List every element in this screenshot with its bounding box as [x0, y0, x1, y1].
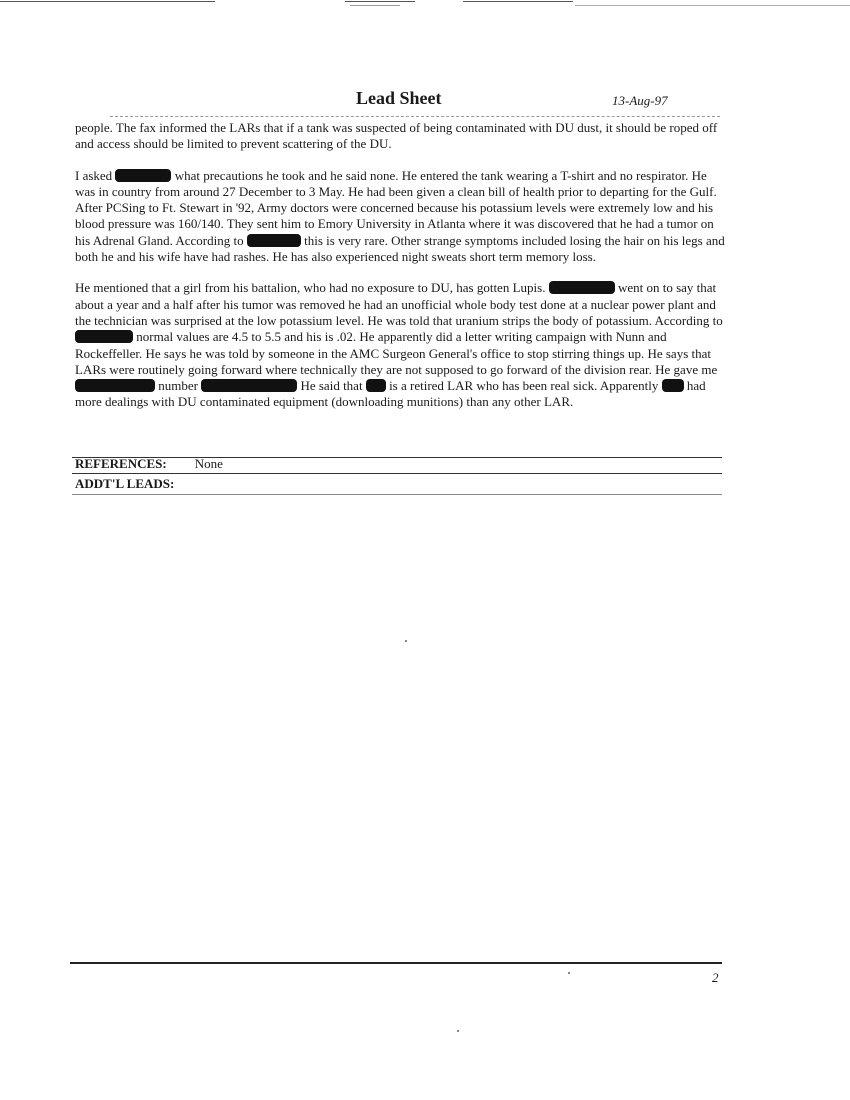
- document-body: [75, 120, 730, 426]
- paragraph-2: [75, 168, 730, 266]
- references-label: REFERENCES:: [75, 456, 167, 471]
- redaction-block: [201, 379, 297, 392]
- paragraph-text: is a retired LAR who has been real sick. Apparently: [389, 378, 659, 394]
- section-divider: [72, 473, 722, 474]
- redaction-block: [366, 379, 386, 392]
- addtl-leads-row: [75, 476, 174, 492]
- paragraph-text: what precautions he took and he said none. He entered the tank wearing a T-shirt and no respirator. He was in country from around 27 December to 3 May. He had been given a clean bill of health prior to departing for the Gulf. After PCSing to Ft. Stewart in '92, Army doctors were concerned because his potassium levels were extremely low and his blood pressure was 160/140. They sent him to Emory University in Atlanta where it was discovered that he had a tumor on his Adrenal Gland. According to: [75, 167, 717, 248]
- scan-artifact-line: [345, 1, 415, 2]
- paragraph-text: He mentioned that a girl from his battalion, who had no exposure to DU, has gotten Lupis.: [75, 280, 546, 296]
- paragraph-text: had more dealings with DU contaminated equipment (downloading munitions) than any other LAR.: [75, 378, 706, 410]
- scan-speck: [405, 640, 407, 642]
- page-number: 2: [712, 970, 719, 985]
- paragraph-text: this is very rare. Other strange symptoms included losing the hair on his legs and both he and his wife have had rashes. He has also experienced night sweats short term memory loss.: [75, 232, 725, 265]
- scan-speck: [457, 1030, 459, 1032]
- page-title: Lead Sheet: [356, 88, 442, 108]
- header-divider: [110, 116, 720, 117]
- redaction-block: [115, 169, 171, 182]
- addtl-leads-label: ADDT'L LEADS:: [75, 476, 175, 491]
- paragraph-1: people. The fax informed the LARs that if a tank was suspected of being contaminated with DU dust, it should be roped off and access should be limited to prevent scattering of the DU.: [75, 120, 718, 152]
- redaction-block: [662, 379, 684, 392]
- redaction-block: [75, 379, 155, 392]
- paragraph-3: [75, 280, 730, 410]
- document-date: 13-Aug-97: [612, 93, 668, 108]
- redaction-block: [549, 281, 615, 294]
- paragraph-text: He said that: [300, 378, 363, 394]
- paragraph-text: went on to say that about a year and a half after his tumor was removed he had an unofficial whole body test done at a nuclear power plant and the technician was surprised at the low potassium level. He was told that uranium strips the body of potassium. According to: [75, 280, 723, 328]
- paragraph-text: normal values are 4.5 to 5.5 and his is .02. He apparently did a letter writing campaign with Nunn and Rockeffeller. He says he was told by someone in the AMC Surgeon General's office to stop stirring things up. He says that LARs were routinely going forward where technically they are not supposed to go forward of the division rear. He gave me: [75, 329, 718, 377]
- scan-artifact-line: [350, 5, 400, 6]
- paragraph-text: number: [158, 378, 198, 394]
- scan-artifact-line: [0, 1, 215, 2]
- scan-artifact-line: [463, 1, 573, 2]
- scan-artifact-line: [575, 5, 850, 6]
- redaction-block: [75, 330, 133, 343]
- redaction-block: [247, 234, 301, 247]
- paragraph-text: I asked: [75, 167, 113, 183]
- references-row: [75, 456, 223, 472]
- scan-speck: [568, 972, 570, 974]
- section-divider: [72, 494, 722, 495]
- references-value: None: [194, 456, 223, 471]
- footer-divider: [70, 962, 722, 964]
